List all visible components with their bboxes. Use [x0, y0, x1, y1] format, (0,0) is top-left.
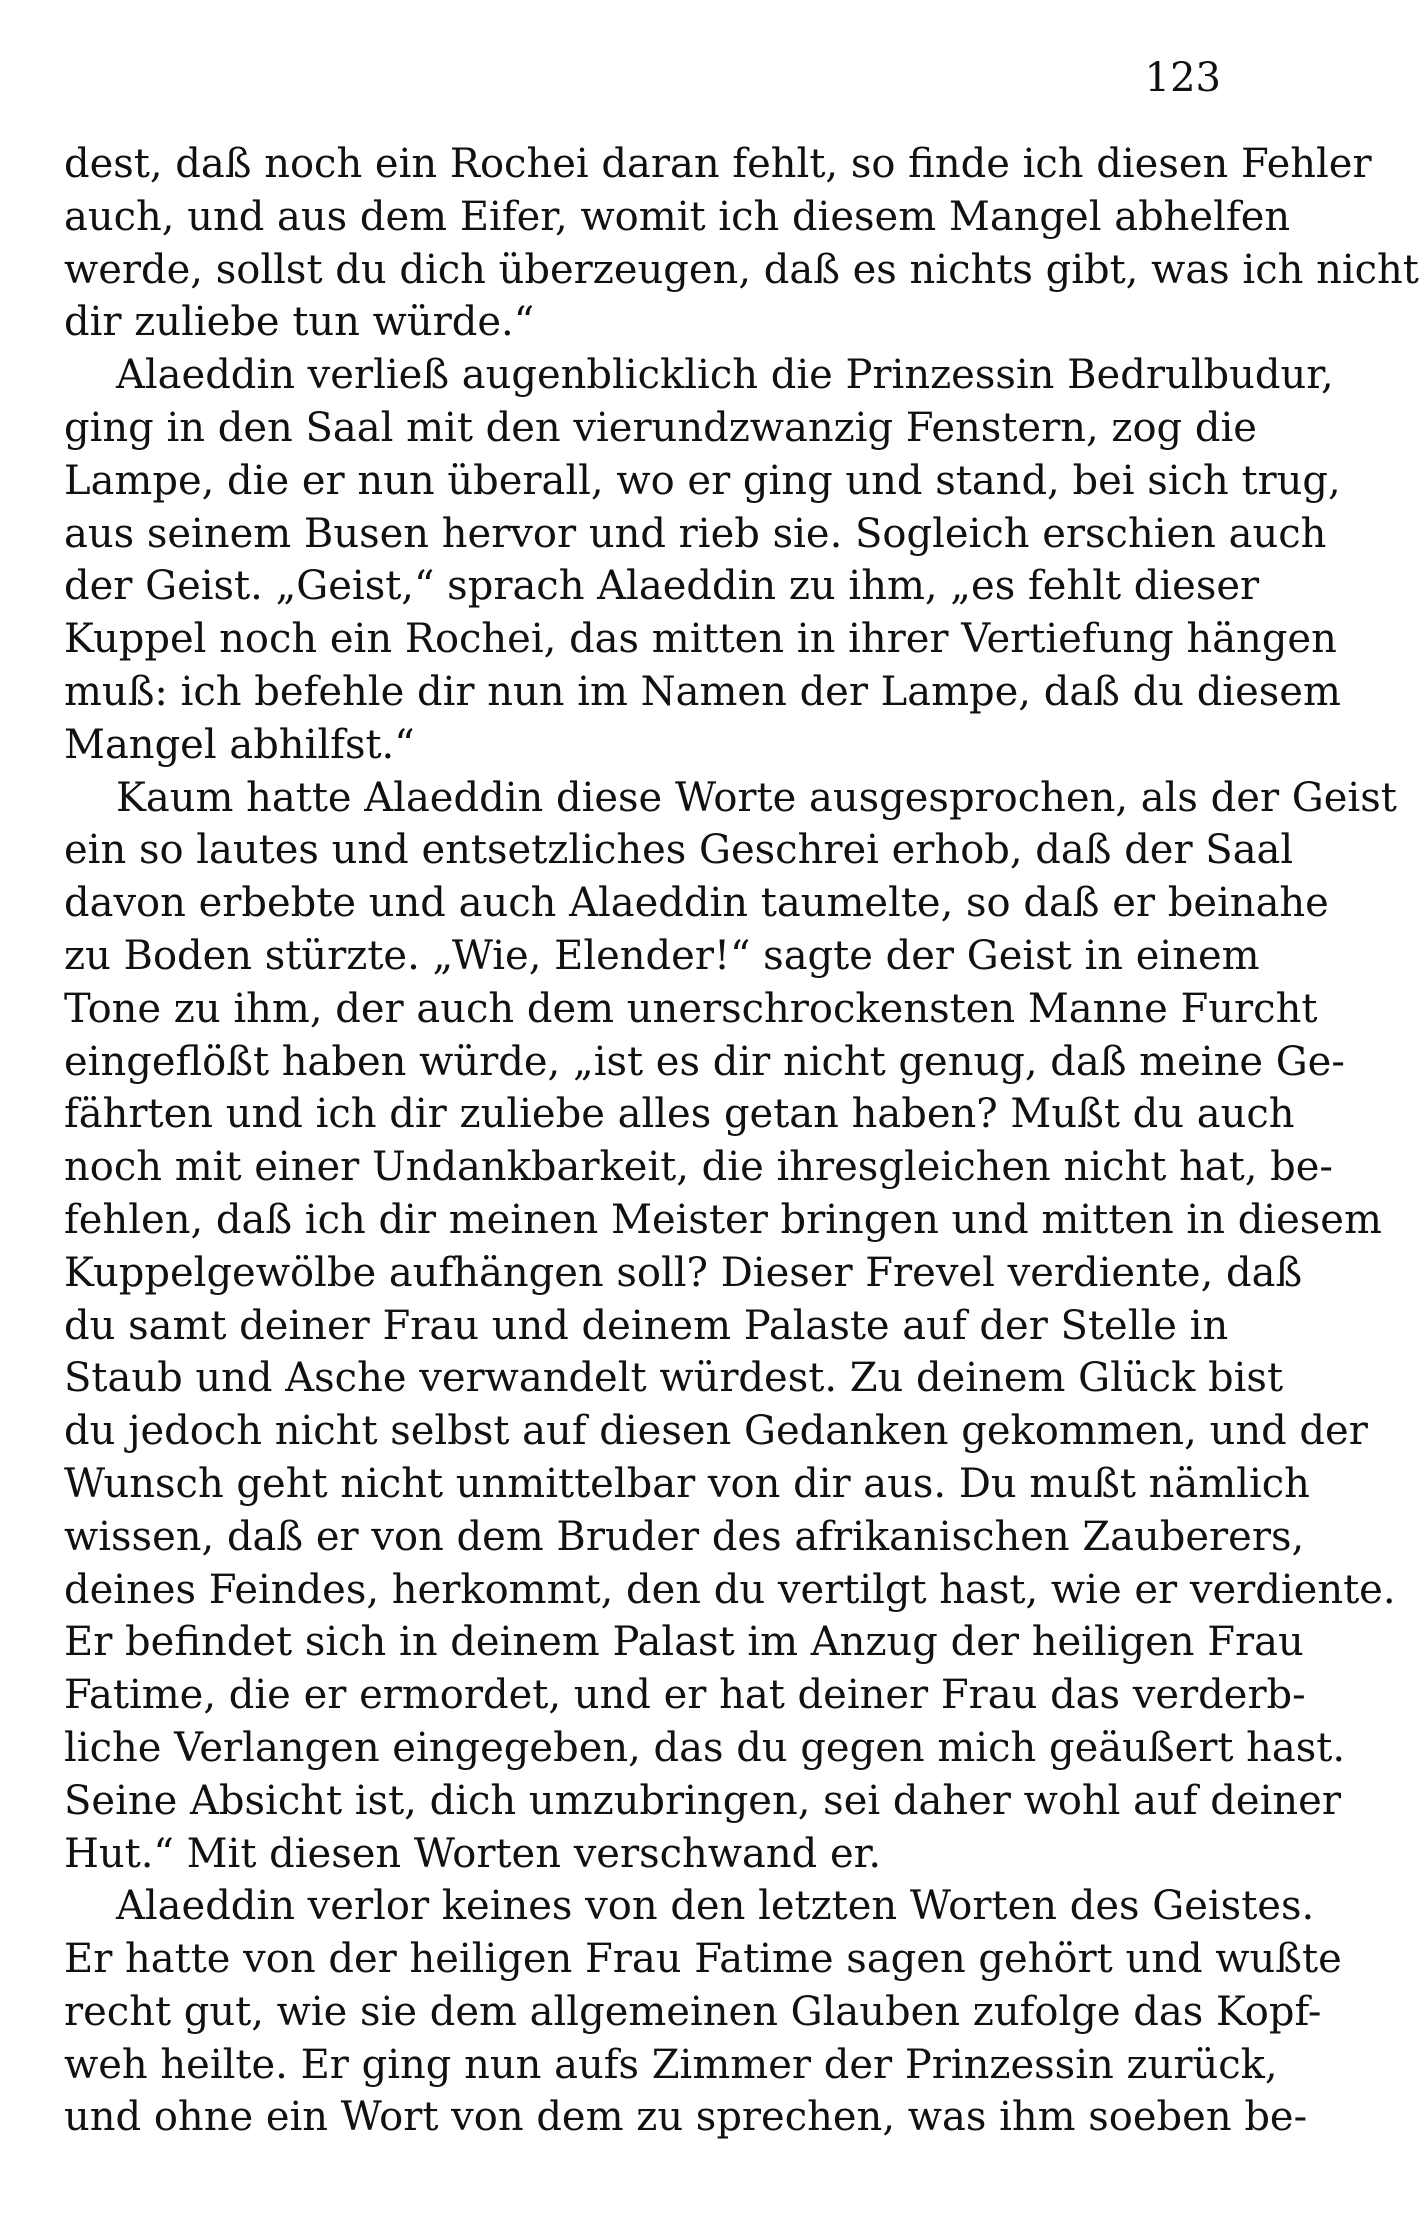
- text-line: Mangel abhilfst.“: [64, 721, 415, 768]
- page-number: 123: [1144, 55, 1221, 101]
- text-line: Er befindet sich in deinem Palast im Anzug der heiligen Frau: [64, 1619, 1304, 1666]
- text-line: fährten und ich dir zuliebe alles getan haben? Mußt du auch: [64, 1091, 1295, 1138]
- text-line: noch mit einer Undankbarkeit, die ihresgleichen nicht hat, be-: [64, 1144, 1333, 1191]
- text-line: eingeflößt haben würde, „ist es dir nicht genug, daß meine Ge-: [64, 1038, 1345, 1085]
- text-line: wissen, daß er von dem Bruder des afrikanischen Zauberers,: [64, 1513, 1305, 1560]
- text-line: der Geist. „Geist,“ sprach Alaeddin zu ihm, „es fehlt dieser: [64, 563, 1260, 610]
- text-line: werde, sollst du dich überzeugen, daß es nichts gibt, was ich nicht: [64, 246, 1419, 293]
- text-line: Kuppelgewölbe aufhängen soll? Dieser Frevel verdiente, daß: [64, 1249, 1303, 1296]
- text-line: Tone zu ihm, der auch dem unerschrockensten Manne Furcht: [64, 985, 1318, 1032]
- paragraph: [64, 349, 1341, 771]
- text-line: recht gut, wie sie dem allgemeinen Glauben zufolge das Kopf-: [64, 1988, 1322, 2035]
- text-line: deines Feindes, herkommt, den du vertilgt hast, wie er verdiente.: [64, 1566, 1396, 1613]
- text-line: Wunsch geht nicht unmittelbar von dir aus. Du mußt nämlich: [64, 1460, 1310, 1507]
- text-line: Er hatte von der heiligen Frau Fatime sagen gehört und wußte: [64, 1936, 1342, 1983]
- text-line: du samt deiner Frau und deinem Palaste auf der Stelle in: [64, 1302, 1229, 1349]
- paragraph: [64, 772, 1397, 1881]
- text-line: davon erbebte und auch Alaeddin taumelte, so daß er beinahe: [64, 880, 1329, 927]
- text-line: Fatime, die er ermordet, und er hat deiner Frau das verderb-: [64, 1672, 1306, 1719]
- text-line: aus seinem Busen hervor und rieb sie. Sogleich erschien auch: [64, 510, 1327, 557]
- text-line: liche Verlangen eingegeben, das du gegen mich geäußert hast.: [64, 1724, 1346, 1771]
- text-line: Kaum hatte Alaeddin diese Worte ausgesprochen, als der Geist: [116, 774, 1397, 821]
- text-line: dir zuliebe tun würde.“: [64, 299, 535, 346]
- text-line: ging in den Saal mit den vierundzwanzig Fenstern, zog die: [64, 404, 1257, 451]
- text-line: Kuppel noch ein Rochei, das mitten in ihrer Vertiefung hängen: [64, 616, 1337, 663]
- text-line: ein so lautes und entsetzliches Geschrei erhob, daß der Saal: [64, 827, 1294, 874]
- text-line: Staub und Asche verwandelt würdest. Zu deinem Glück bist: [64, 1355, 1284, 1402]
- text-line: du jedoch nicht selbst auf diesen Gedanken gekommen, und der: [64, 1408, 1368, 1455]
- paragraph: [64, 138, 1419, 349]
- paragraph: [64, 1880, 1342, 2144]
- text-line: dest, daß noch ein Rochei daran fehlt, so finde ich diesen Fehler: [64, 141, 1372, 187]
- text-line: Hut.“ Mit diesen Worten verschwand er.: [64, 1830, 882, 1877]
- text-line: fehlen, daß ich dir meinen Meister bringen und mitten in diesem: [64, 1196, 1382, 1243]
- text-line: und ohne ein Wort von dem zu sprechen, was ihm soeben be-: [64, 2094, 1308, 2141]
- text-line: Seine Absicht ist, dich umzubringen, sei daher wohl auf deiner: [64, 1777, 1341, 1824]
- text-line: weh heilte. Er ging nun aufs Zimmer der Prinzessin zurück,: [64, 2041, 1278, 2088]
- text-line: muß: ich befehle dir nun im Namen der Lampe, daß du diesem: [64, 668, 1341, 715]
- text-line: zu Boden stürzte. „Wie, Elender!“ sagte der Geist in einem: [64, 932, 1260, 979]
- text-line: Alaeddin verließ augenblicklich die Prinzessin Bedrulbudur,: [116, 352, 1334, 399]
- text-line: Lampe, die er nun überall, wo er ging und stand, bei sich trug,: [64, 457, 1341, 504]
- text-line: Alaeddin verlor keines von den letzten Worten des Geistes.: [116, 1883, 1315, 1930]
- body-text: [64, 138, 1419, 2144]
- text-line: auch, und aus dem Eifer, womit ich diesem Mangel abhelfen: [64, 193, 1291, 240]
